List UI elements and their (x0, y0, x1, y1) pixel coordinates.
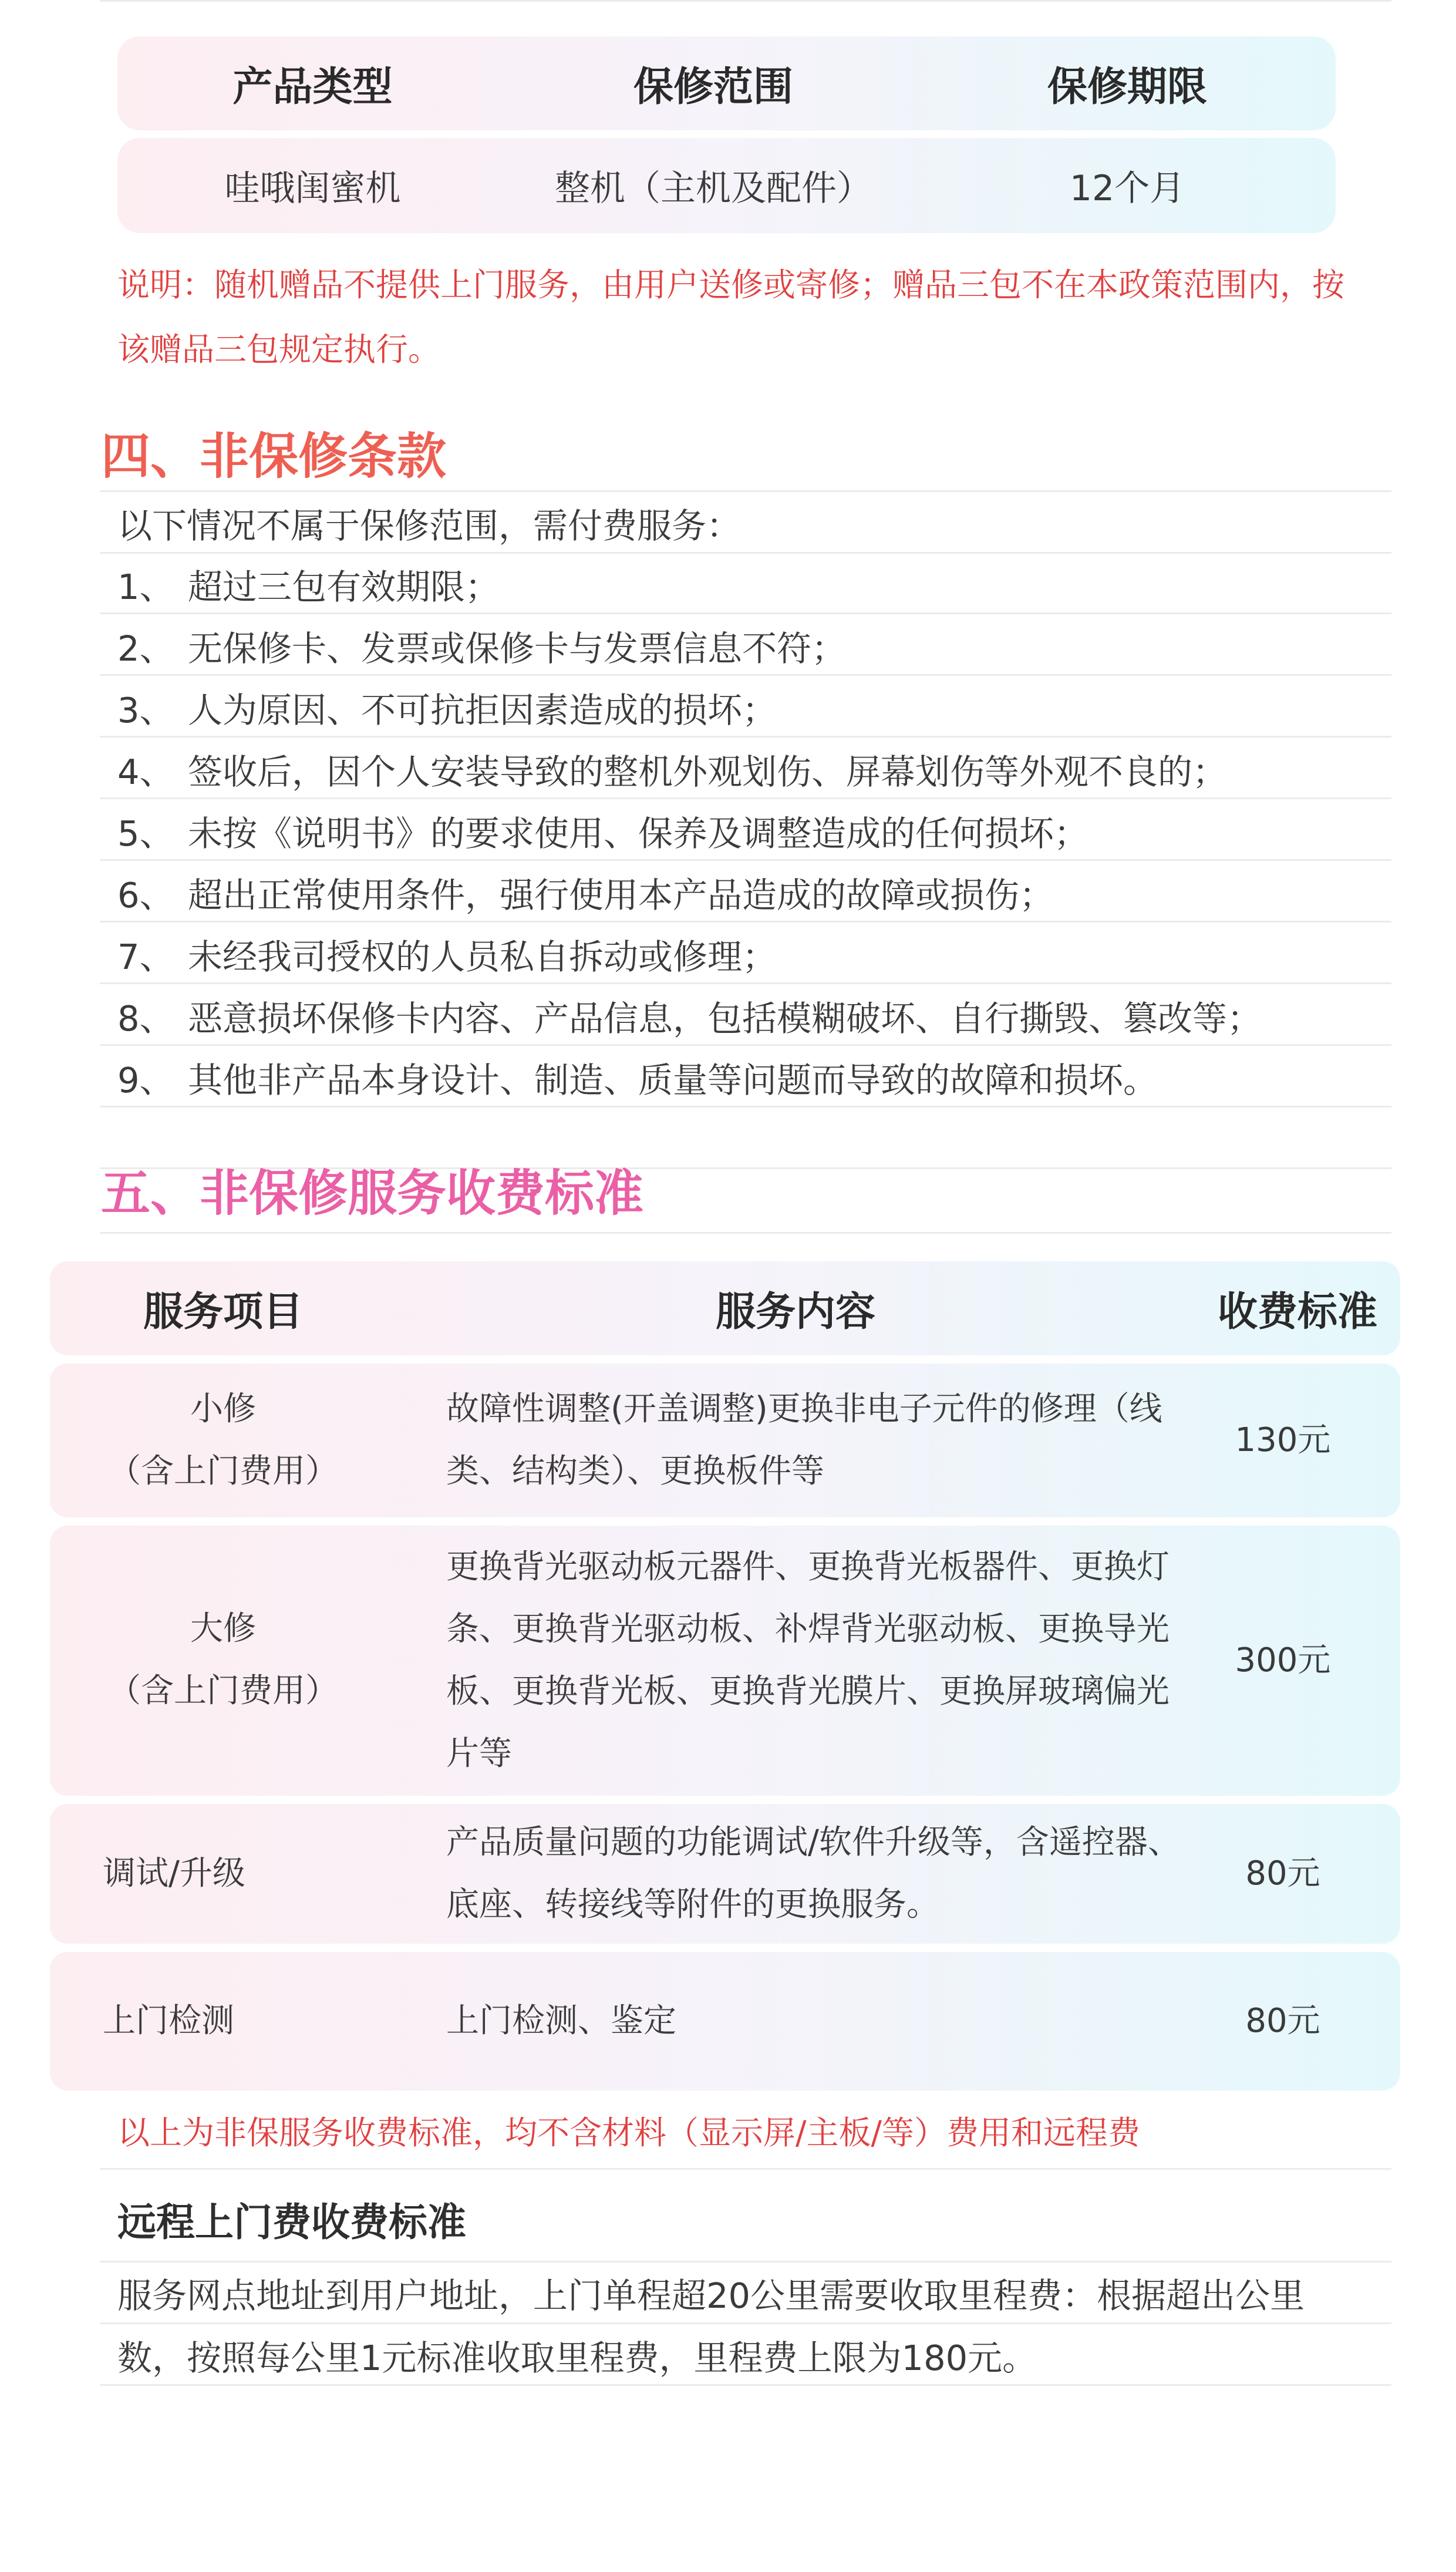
item-number: 8、 (117, 998, 174, 1039)
fee-note: 以上为非保服务收费标准，均不含材料（显示屏/主板/等）费用和远程费 (117, 2114, 1141, 2152)
item-number: 4、 (117, 752, 174, 792)
exclusion-item (117, 690, 777, 730)
exclusion-item (117, 813, 1089, 854)
header-warranty-scope: 保修范围 (633, 63, 793, 110)
divider (100, 2384, 1391, 2386)
item-text: 超过三包有效期限； (188, 567, 500, 607)
item-number: 6、 (117, 875, 174, 915)
product-type-cell: 哇哦闺蜜机 (224, 168, 401, 209)
header-service-content: 服务内容 (715, 1288, 875, 1335)
warranty-period-cell: 12个月 (1069, 168, 1185, 209)
item-text: 超出正常使用条件，强行使用本产品造成的故障或损伤； (188, 875, 1054, 915)
section-4-title: 四、非保修条款 (101, 427, 447, 485)
divider (100, 797, 1391, 799)
fee-table-header (50, 1261, 1400, 1355)
divider (100, 921, 1391, 923)
warranty-table-header (117, 36, 1336, 130)
warranty-scope-cell: 整机（主机及配件） (555, 168, 872, 209)
divider (100, 674, 1391, 676)
divider (100, 2322, 1391, 2324)
item-text: 签收后，因个人安装导致的整机外观划伤、屏幕划伤等外观不良的； (188, 752, 1228, 792)
remote-fee-text: 服务网点地址到用户地址，上门单程超20公里需要收取里程费：根据超出公里数，按照每公里1元标准收取里程费，里程费上限为180元。 (117, 2275, 1305, 2378)
service-item-name: 小修 (190, 1390, 256, 1428)
divider (100, 1044, 1391, 1046)
service-item-note: （含上门费用） (108, 1452, 338, 1490)
fee-cell: 130元 (1235, 1421, 1331, 1459)
divider (100, 2261, 1391, 2263)
exclusion-item (117, 567, 500, 607)
divider (100, 1106, 1391, 1107)
divider (100, 736, 1391, 738)
section-5-title: 五、非保修服务收费标准 (101, 1164, 644, 1222)
exclusion-item (117, 628, 847, 669)
divider (100, 552, 1391, 554)
item-number: 2、 (117, 628, 174, 669)
fee-row-onsite-inspection (50, 1952, 1400, 2090)
warranty-note: 说明：随机赠品不提供上门服务，由用户送修或寄修；赠品三包不在本政策范围内，按该赠品三包规定执行。 (117, 266, 1345, 368)
remote-fee-title: 远程上门费收费标准 (117, 2200, 466, 2245)
header-product-type: 产品类型 (232, 63, 393, 110)
header-fee: 收费标准 (1217, 1288, 1377, 1335)
service-item-cell (50, 1378, 396, 1503)
service-content-cell: 故障性调整(开盖调整)更换非电子元件的修理（线类、结构类）、更换板件等 (446, 1390, 1162, 1490)
divider (100, 859, 1391, 861)
service-item-name: 大修 (190, 1610, 256, 1648)
header-warranty-period: 保修期限 (1047, 63, 1207, 110)
item-number: 5、 (117, 813, 174, 854)
divider (100, 1232, 1391, 1234)
divider (100, 490, 1391, 492)
header-service-item: 服务项目 (143, 1288, 303, 1335)
exclusion-item (117, 875, 1054, 915)
fee-cell: 80元 (1245, 1854, 1320, 1893)
exclusion-item (117, 937, 777, 977)
service-item-cell (50, 1598, 396, 1722)
service-item-cell: 上门检测 (103, 2002, 234, 2040)
fee-cell: 80元 (1245, 2002, 1320, 2040)
divider (100, 982, 1391, 984)
item-text: 无保修卡、发票或保修卡与发票信息不符； (188, 628, 847, 669)
section-4-intro: 以下情况不属于保修范围，需付费服务： (117, 506, 742, 546)
fee-cell: 300元 (1235, 1641, 1331, 1679)
item-text: 未经我司授权的人员私自拆动或修理； (188, 937, 777, 977)
fee-row-major-repair (50, 1526, 1400, 1796)
item-number: 1、 (117, 567, 174, 607)
exclusion-item (117, 998, 1262, 1039)
exclusion-item (117, 1060, 1158, 1100)
item-text: 恶意损坏保修卡内容、产品信息，包括模糊破坏、自行撕毁、篡改等； (188, 998, 1262, 1039)
service-content-cell: 产品质量问题的功能调试/软件升级等，含遥控器、底座、转接线等附件的更换服务。 (446, 1823, 1181, 1924)
item-number: 9、 (117, 1060, 174, 1100)
service-item-cell: 调试/升级 (103, 1854, 245, 1893)
warranty-table-row (117, 138, 1336, 233)
service-item-note: （含上门费用） (108, 1672, 338, 1710)
exclusion-item (117, 752, 1228, 792)
divider (100, 612, 1391, 614)
item-text: 人为原因、不可抗拒因素造成的损坏； (188, 690, 777, 730)
item-text: 未按《说明书》的要求使用、保养及调整造成的任何损坏； (188, 813, 1089, 854)
divider (100, 0, 1391, 2)
fee-row-debug-upgrade (50, 1804, 1400, 1944)
fee-row-minor-repair (50, 1364, 1400, 1517)
service-content-cell: 上门检测、鉴定 (446, 2002, 676, 2040)
service-content-cell: 更换背光驱动板元器件、更换背光板器件、更换灯条、更换背光驱动板、补焊背光驱动板、更换导光板、更换背光板、更换背光膜片、更换屏玻璃偏光片等 (446, 1548, 1169, 1773)
divider (100, 2168, 1391, 2170)
item-number: 7、 (117, 937, 174, 977)
item-text: 其他非产品本身设计、制造、质量等问题而导致的故障和损坏。 (188, 1060, 1158, 1100)
item-number: 3、 (117, 690, 174, 730)
